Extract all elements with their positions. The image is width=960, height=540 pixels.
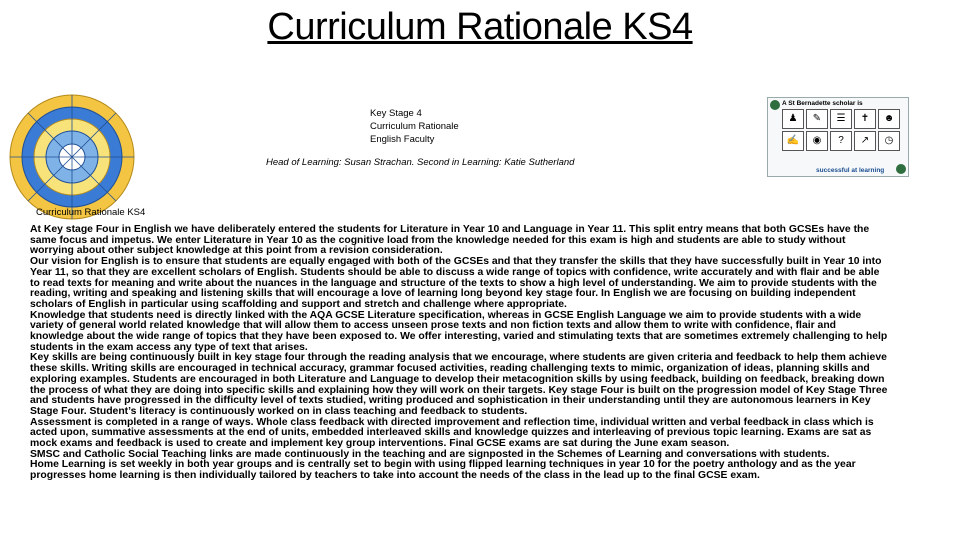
write-icon: ✍: [782, 131, 804, 151]
slide-title: Curriculum Rationale KS4: [267, 6, 693, 48]
leaders-line: Head of Learning: Susan Strachan. Second in Learning: Katie Sutherland: [266, 157, 575, 168]
paragraph: At Key stage Four in English we have deliberately entered the students for Literature in Year 10 and Language in Year 11. This split entry means that both GCSEs have the same focus and impetus. We enter Literature in Year 10 as the cognitive load from the knowledge needed for this exam is high and students are able to study without worrying about other subject knowledge at this point from a revision consideration.: [30, 224, 870, 257]
scholar-card: [767, 97, 909, 177]
curriculum-rationale-label: Curriculum Rationale: [370, 121, 459, 132]
faculty-label: English Faculty: [370, 134, 435, 145]
books-icon: ☰: [830, 109, 852, 129]
people-icon: ♟: [782, 109, 804, 129]
growth-icon: ↗: [854, 131, 876, 151]
curriculum-wheel-diagram: [8, 93, 136, 221]
key-stage-label: Key Stage 4: [370, 108, 422, 119]
school-crest-icon: [770, 100, 780, 110]
question-icon: ?: [830, 131, 852, 151]
clock-icon: ◷: [878, 131, 900, 151]
reading-icon: ✎: [806, 109, 828, 129]
pray-icon: ✝: [854, 109, 876, 129]
school-crest-icon: [896, 164, 906, 174]
rationale-body: [30, 225, 890, 482]
team-icon: ☻: [878, 109, 900, 129]
scholar-icon-grid: [782, 109, 898, 149]
scholar-card-title: A St Bernadette scholar is: [782, 100, 863, 107]
paragraph: Knowledge that students need is directly linked with the AQA GCSE Literature specification, whereas in GCSE English Language we aim to provide students with a wide variety of general world related knowledge that will allow them to access unseen prose texts and non fiction texts and allow them to write with confidence, flair and knowledge about the wide range of topics that they have been exposed to. We offer interesting, varied and stimulating texts that are sometimes extremely challenging to help students in the exam access any type of text that arises.: [30, 309, 888, 353]
paragraph: Assessment is completed in a range of ways. Whole class feedback with directed improvement and reflection time, individual written and verbal feedback in class which is acted upon, summative assessments at the end of units, embedded interleaved skills and knowledge quizzes and interleaving of previous topic learning. Exams are sat as mock exams and feedback is used to create and implement key group interventions. Final GCSE exams are sat during the June exam season.: [30, 416, 874, 450]
globe-icon: ◉: [806, 131, 828, 151]
paragraph: Key skills are being continuously built in key stage four through the reading analysis that we encourage, where students are given criteria and feedback to help them achieve these skills. Writing skills are encouraged in technical accuracy, grammar focused activities, reading challenging texts to mimic, organization of ideas, planning skills and exploring examples. Students are encouraged in both Literature and Language to develop their metacognition skills by using feedback, building on feedback, breaking down the process of what they are doing into specific skills and explaining how they will work on their targets. Key stage Four is built on the progression model of Key Stage Three and students have progressed in the difficulty level of texts studied, writing produced and sophistication in their understanding until they are autonomous learners in Key Stage Four. Student’s literacy is continuously worked on in class teaching and feedback to students.: [30, 352, 888, 417]
paragraph: SMSC and Catholic Social Teaching links are made continuously in the teaching and are signposted in the Schemes of Learning and conversations with students.: [30, 448, 830, 460]
paragraph: Home Learning is set weekly in both year groups and is centrally set to begin with using flipped learning techniques in year 10 for the poetry anthology and as the year progresses home learning is then individually tailored by teachers to take into account the needs of the class in the lead up to the final GCSE exam.: [30, 459, 856, 482]
paragraph: Our vision for English is to ensure that students are equally engaged with both of the GCSEs and that they transfer the skills that they have successfully built in Year 10 into Year 11, so that they are excellent scholars of English. Students should be able to discuss a wide range of topics with confidence, write accurately and with flair and be able to read texts for meaning and write about the nuances in the language and structure of the texts to show a high level of understanding. We aim to provide students with the reading, writing and speaking and listening skills that will encourage a love of learning long beyond key stage four. In English we are focusing on building independent scholars of English in particular using scaffolding and support and stretch and challenge where appropriate.: [30, 256, 882, 310]
scholar-card-footer: successful at learning: [816, 167, 885, 174]
document-heading: [370, 107, 459, 146]
section-label: Curriculum Rationale KS4: [36, 207, 146, 218]
